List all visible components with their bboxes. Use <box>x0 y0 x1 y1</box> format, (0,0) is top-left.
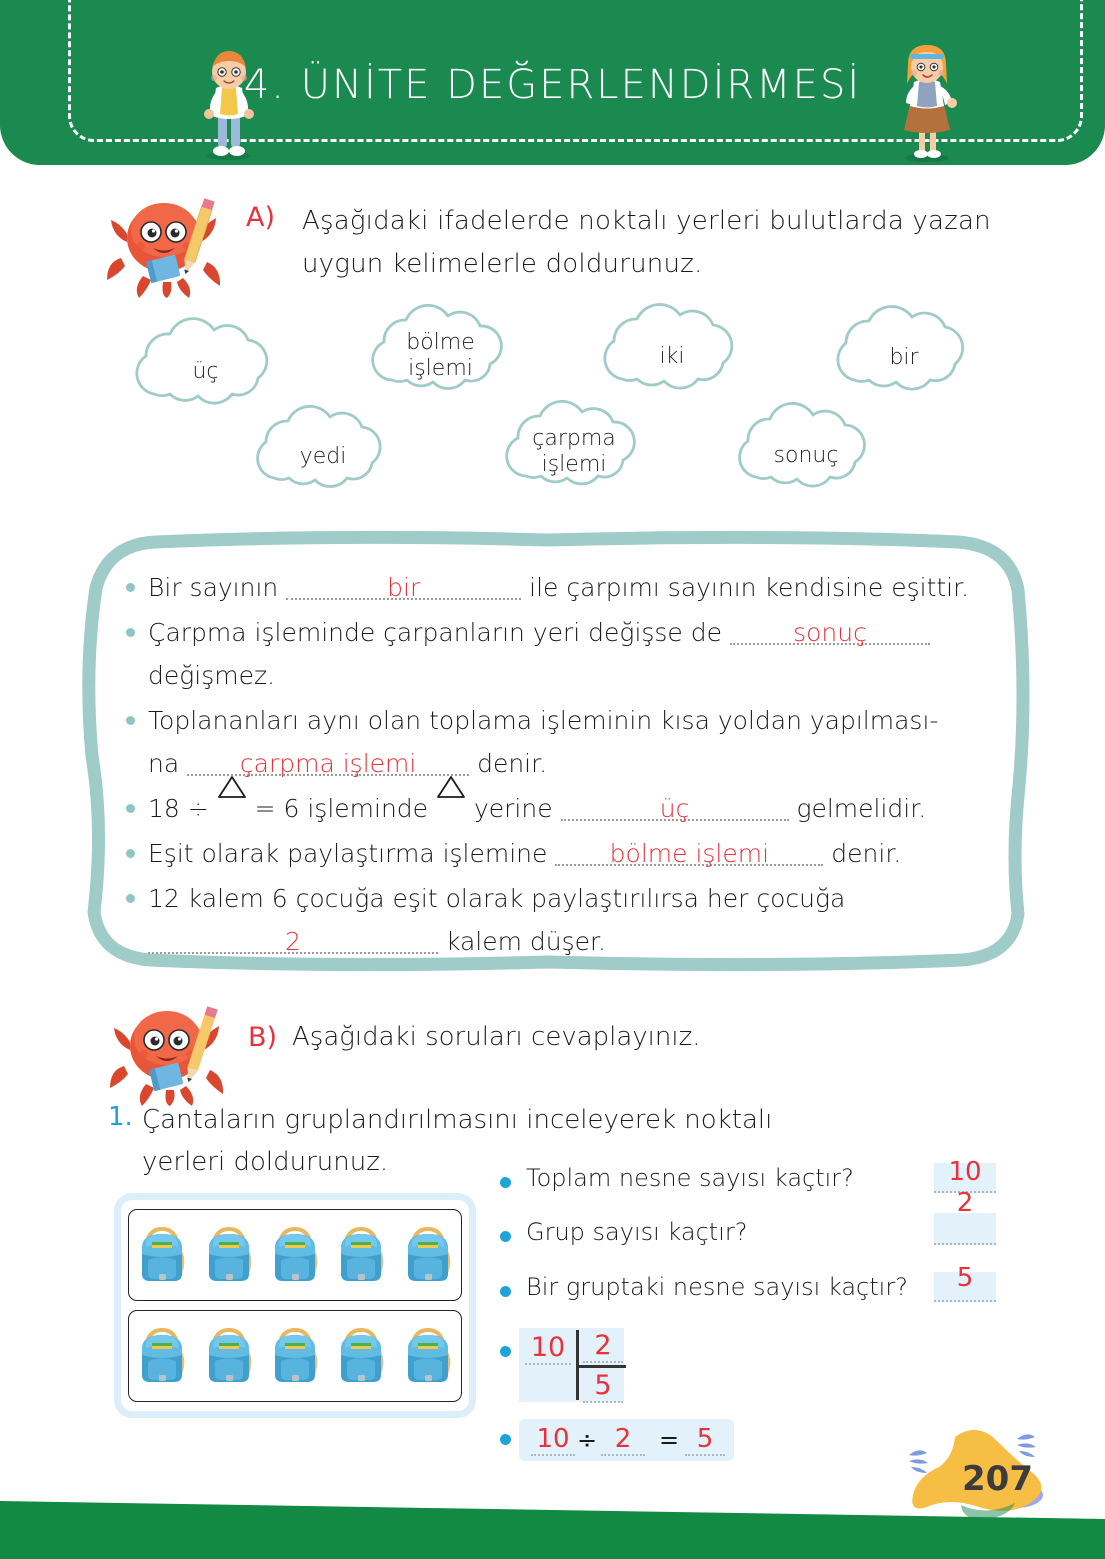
division-dividend: 10 <box>525 1332 571 1365</box>
octopus-with-pencil-illustration <box>105 190 225 298</box>
statement-text-pre: Çarpma işleminde çarpanların yeri değişse de <box>148 618 730 647</box>
backpack-group-1 <box>128 1209 462 1301</box>
cloud-word-label: çarpma işlemi <box>532 426 616 477</box>
backpack-icon <box>400 1224 456 1286</box>
division-quotient: 5 <box>583 1370 623 1403</box>
answer-bullet-0 <box>500 1177 511 1188</box>
statement-text-pre: Toplananları aynı olan toplama işleminin kısa yoldan yapılması‑ <box>148 706 939 735</box>
statement-1 <box>126 611 994 697</box>
equation-right-operand: 2 <box>601 1424 645 1456</box>
backpack-icon <box>333 1224 389 1286</box>
section-b-label: B) <box>248 1022 278 1053</box>
statement-5 <box>126 877 994 963</box>
backpack-group-2 <box>128 1310 462 1402</box>
answer-blank-3[interactable]: üç <box>561 795 789 821</box>
answer-value-1: 2 <box>956 1188 974 1218</box>
answer-blank-2[interactable]: çarpma işlemi <box>187 750 469 776</box>
equation-left-operand: 10 <box>531 1424 575 1456</box>
statement-4 <box>126 832 994 875</box>
page-header <box>0 0 1105 165</box>
backpack-icon <box>201 1224 257 1286</box>
statement-text-post: denir. <box>823 839 902 868</box>
section-a-label: A) <box>246 202 276 233</box>
cloud-word-label: yedi <box>299 444 347 470</box>
backpack-icon <box>400 1325 456 1387</box>
equation-equals-sign: = <box>659 1426 680 1454</box>
statement-0 <box>126 566 994 609</box>
answer-value-2: 5 <box>956 1263 974 1293</box>
statement-text-pre: 18 ÷ <box>148 794 217 823</box>
answer-question-0: Toplam nesne sayısı kaçtır? <box>526 1164 854 1192</box>
cloud-word-label: bölme işlemi <box>406 330 475 381</box>
statement-text-post: değişmez. <box>148 661 276 690</box>
statement-text-post: kalem düşer. <box>438 927 606 956</box>
statement-text-mid: na <box>148 749 188 778</box>
answer-question-2: Bir gruptaki nesne sayısı kaçtır? <box>526 1273 908 1301</box>
leaf-decoration-left <box>909 1450 928 1473</box>
division-bullet <box>500 1346 511 1357</box>
answer-blank-0[interactable]: bir <box>286 574 521 600</box>
statement-text-post: gelmelidir. <box>788 794 927 823</box>
question-1-text: Çantaların gruplandırılmasını inceleyerek noktalı yerleri doldurunuz. <box>142 1105 773 1177</box>
backpack-groups-frame <box>114 1193 476 1418</box>
cloud-word-6[interactable] <box>722 404 890 508</box>
triangle-icon <box>436 797 466 820</box>
octopus-with-pencil-illustration <box>108 998 228 1106</box>
cloud-word-label: üç <box>192 359 219 385</box>
statement-text-pre: Eşit olarak paylaştırma işlemine <box>148 839 556 868</box>
cloud-word-label: bir <box>889 345 919 371</box>
answer-bullet-2 <box>500 1286 511 1297</box>
answer-blank-5[interactable]: 2 <box>148 928 438 954</box>
backpack-icon <box>267 1224 323 1286</box>
cloud-word-3[interactable] <box>818 305 990 411</box>
statement-text-post: denir. <box>469 749 548 778</box>
statement-text-mid2: yerine <box>466 794 561 823</box>
equation-result: 5 <box>685 1424 725 1456</box>
cloud-word-label: sonuç <box>773 443 839 469</box>
page-title: 4. ÜNİTE DEĞERLENDİRMESİ <box>243 62 862 108</box>
statements-list <box>126 566 994 965</box>
answer-blank-1[interactable]: sonuç <box>730 619 930 645</box>
page-number: 207 <box>962 1459 1033 1499</box>
cloud-word-5[interactable] <box>492 396 656 508</box>
equation-division-operator: ÷ <box>577 1426 598 1454</box>
statements-panel <box>78 528 1033 973</box>
answer-blank-4[interactable]: bölme işlemi <box>555 840 823 866</box>
equation-bullet <box>500 1434 511 1445</box>
cloud-word-4[interactable] <box>240 406 406 508</box>
question-1-number: 1. <box>108 1102 133 1132</box>
backpack-icon <box>333 1325 389 1387</box>
section-b-instruction: Aşağıdaki soruları cevaplayınız. <box>292 1022 701 1052</box>
leaf-decoration-right <box>1017 1434 1036 1457</box>
statement-2 <box>126 699 994 785</box>
backpack-icon <box>201 1325 257 1387</box>
division-horizontal-line <box>576 1365 626 1368</box>
statement-text-pre: 12 kalem 6 çocuğa eşit olarak paylaştırılırsa her çocuğa <box>148 884 846 913</box>
answer-value-0: 10 <box>948 1157 982 1187</box>
triangle-icon <box>217 797 247 820</box>
answer-question-1: Grup sayısı kaçtır? <box>526 1218 748 1246</box>
backpack-icon <box>267 1325 323 1387</box>
statement-text-post: ile çarpımı sayının kendisine eşittir. <box>521 573 970 602</box>
long-division-layout[interactable] <box>519 1328 624 1402</box>
cloud-word-label: iki <box>659 344 685 370</box>
cloud-word-2[interactable] <box>586 303 758 411</box>
girl-student-illustration <box>888 42 966 162</box>
division-divisor: 2 <box>583 1330 623 1363</box>
equation-row[interactable] <box>519 1419 734 1461</box>
section-a-instruction: Aşağıdaki ifadelerde noktalı yerleri bulutlarda yazan uygun kelimelerle doldurunuz. <box>302 206 991 279</box>
backpack-icon <box>134 1325 190 1387</box>
answer-bullet-1 <box>500 1231 511 1242</box>
backpack-icon <box>134 1224 190 1286</box>
statement-3 <box>126 787 994 830</box>
statement-text-mid1: = 6 işleminde <box>246 794 436 823</box>
statement-text-pre: Bir sayının <box>148 573 287 602</box>
